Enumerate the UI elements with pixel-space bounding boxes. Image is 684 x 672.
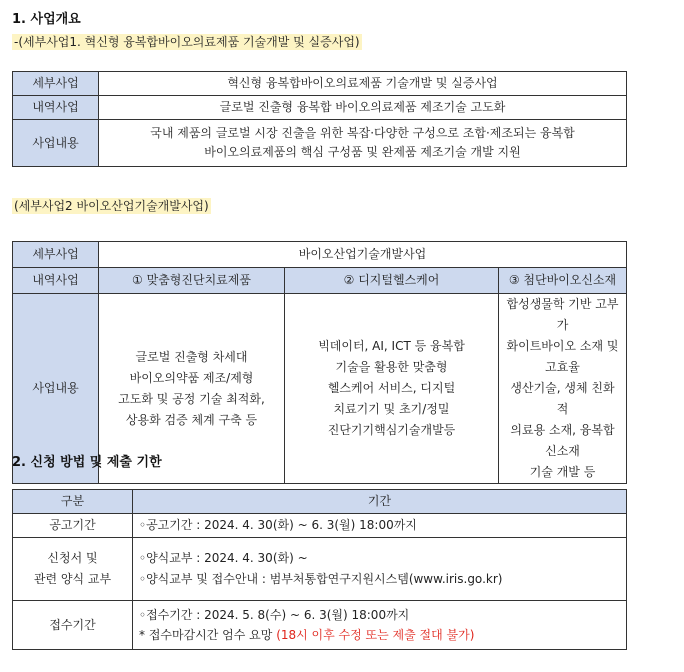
category-advanced-bio-materials: ③ 첨단바이오신소재 — [499, 268, 627, 294]
row-value-content: 국내 제품의 글로벌 시장 진출을 위한 복잡·다양한 구성으로 조합·제조되는 융복합 바이오의료제품의 핵심 구성품 및 완제품 제조기술 개발 지원 — [99, 120, 627, 167]
deadline-warning: (18시 이후 수정 또는 제출 절대 불가) — [276, 628, 475, 642]
header-category: 구분 — [13, 490, 133, 514]
row-value-detail-project: 바이오산업기술개발사업 — [99, 242, 627, 268]
row-label-sub-project: 내역사업 — [13, 96, 99, 120]
row-label-form-issue: 신청서 및 관련 양식 교부 — [13, 538, 133, 601]
subproject2-label: (세부사업2 바이오산업기술개발사업) — [14, 199, 209, 213]
row-label-submission: 접수기간 — [13, 601, 133, 650]
header-period: 기간 — [133, 490, 627, 514]
row-value-form-issue: ◦양식교부 : 2024. 4. 30(화) ~ ◦양식교부 및 접수안내 : 범부처통합연구지원시스템(www.iris.go.kr) — [133, 538, 627, 601]
content-digital-healthcare: 빅데이터, AI, ICT 등 융복합 기술을 활용한 맞춤형 헬스케어 서비스, 디지털 치료기기 및 초기/정밀 진단기기핵심기술개발등 — [285, 294, 499, 484]
row-value-detail-project: 혁신형 융복합바이오의료제품 기술개발 및 실증사업 — [99, 72, 627, 96]
deadline-note: * 접수마감시간 엄수 요망 — [139, 628, 277, 642]
category-custom-diagnostic: ① 맞춤형진단치료제품 — [99, 268, 285, 294]
subproject2-table — [12, 241, 627, 484]
section2-title: 2. 신청 방법 및 제출 기한 — [12, 455, 162, 470]
section1-title: 1. 사업개요 — [12, 12, 81, 27]
row-value-sub-project: 글로벌 진출형 융복합 바이오의료제품 제조기술 고도화 — [99, 96, 627, 120]
subproject1-label: -(세부사업1. 혁신형 융복합바이오의료제품 기술개발 및 실증사업) — [14, 35, 360, 49]
row-label-sub-project: 내역사업 — [13, 268, 99, 294]
row-label-content: 사업내용 — [13, 120, 99, 167]
row-label-detail-project: 세부사업 — [13, 242, 99, 268]
category-digital-healthcare: ② 디지털헬스케어 — [285, 268, 499, 294]
row-label-announcement: 공고기간 — [13, 514, 133, 538]
row-label-content: 사업내용 — [13, 294, 99, 484]
content-advanced-bio-materials: 합성생물학 기반 고부가 화이트바이오 소재 및 고효율 생산기술, 생체 친화적 의료용 소재, 융복합 신소재 기술 개발 등 — [499, 294, 627, 484]
subproject1-table — [12, 71, 627, 167]
row-label-detail-project: 세부사업 — [13, 72, 99, 96]
application-schedule-table — [12, 489, 627, 650]
row-value-announcement: ◦공고기간 : 2024. 4. 30(화) ~ 6. 3(월) 18:00까지 — [133, 514, 627, 538]
content-custom-diagnostic: 글로벌 진출형 차세대 바이오의약품 제조/제형 고도화 및 공정 기술 최적화, 상용화 검증 체계 구축 등 — [99, 294, 285, 484]
row-value-submission: ◦접수기간 : 2024. 5. 8(수) ~ 6. 3(월) 18:00까지 * 접수마감시간 엄수 요망 (18시 이후 수정 또는 제출 절대 불가) — [133, 601, 627, 650]
